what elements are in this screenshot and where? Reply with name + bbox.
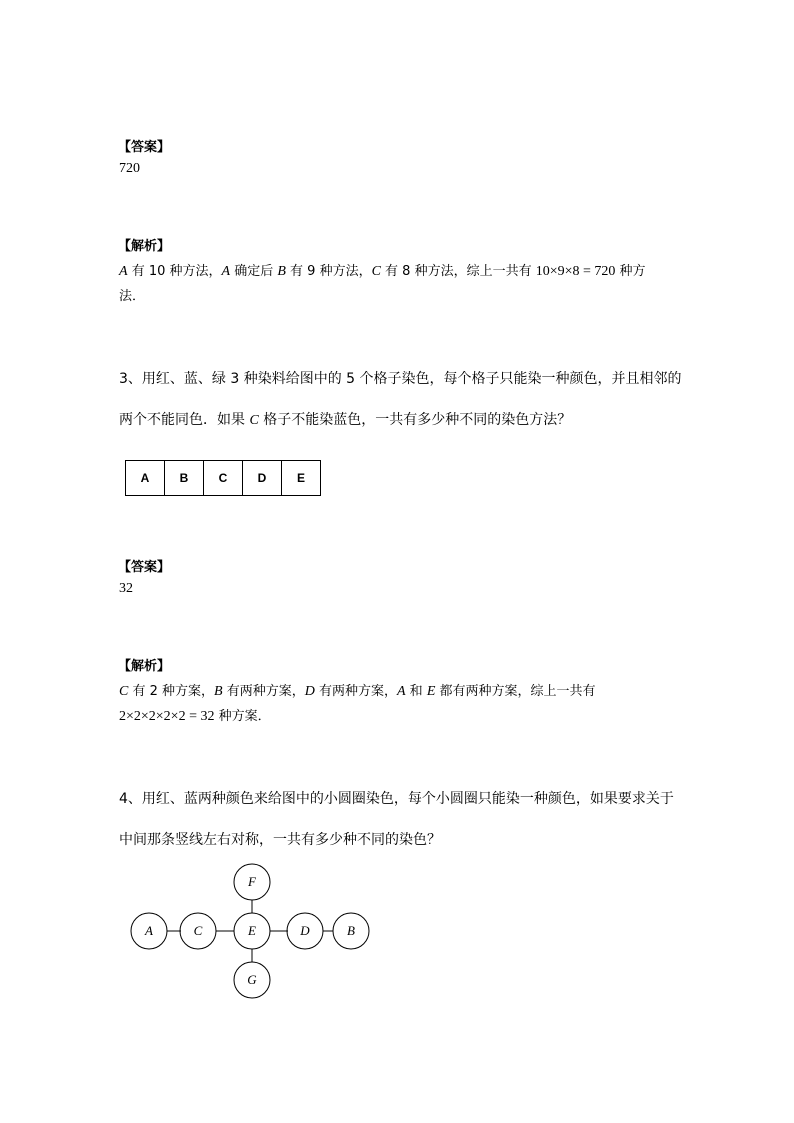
answer-label-1: 【答案】 xyxy=(118,140,171,155)
answer-value-1: 720 xyxy=(119,161,140,176)
var-c: C xyxy=(249,413,259,428)
expression-32: 2×2×2×2×2 = 32 xyxy=(119,709,215,724)
node-c-label: C xyxy=(193,923,203,938)
answer-label-3: 【答案】 xyxy=(118,560,171,575)
question-4-line1: 4、用红、蓝两种颜色来给图中的小圆圈染色，每个小圆圈只能染一种颜色，如果要求关于 xyxy=(119,791,674,807)
var-c: C xyxy=(371,264,381,279)
node-f-label: F xyxy=(248,874,256,889)
node-e-label: E xyxy=(248,923,256,938)
question-3-line1: 3、用红、蓝、绿 3 种染料给图中的 5 个格子染色，每个格子只能染一种颜色，并且相邻的 xyxy=(119,371,682,387)
cell-a: A xyxy=(126,461,165,496)
cell-e: E xyxy=(282,461,321,496)
analysis-text-3: C 有 2 种方案，B 有两种方案，D 有两种方案，A 和 E 都有两种方案，综上一共有 xyxy=(119,684,596,699)
var-c: C xyxy=(119,684,129,699)
analysis-label-1: 【解析】 xyxy=(118,239,171,254)
cell-b: B xyxy=(165,461,204,496)
analysis-text-1: A 有 10 种方法，A 确定后 B 有 9 种方法，C 有 8 种方法，综上一共有 10×9×8 = 720 种方 xyxy=(119,264,646,279)
node-d-label: D xyxy=(300,923,310,938)
var-b: B xyxy=(214,684,223,699)
var-b: B xyxy=(277,264,286,279)
expression-720: 10×9×8 = 720 xyxy=(535,264,616,279)
cell-c: C xyxy=(204,461,243,496)
node-g-label: G xyxy=(247,972,257,987)
answer-value-3: 32 xyxy=(119,581,133,596)
node-a-label: A xyxy=(145,923,153,938)
cell-d: D xyxy=(243,461,282,496)
var-a: A xyxy=(119,264,128,279)
question-4-line2: 中间那条竖线左右对称，一共有多少种不同的染色？ xyxy=(119,832,441,848)
analysis-label-3: 【解析】 xyxy=(118,659,171,674)
var-a: A xyxy=(396,684,406,699)
var-d: D xyxy=(304,684,315,699)
var-e: E xyxy=(426,684,436,699)
var-a: A xyxy=(221,264,231,279)
question-3-line2: 两个不能同色．如果 C 格子不能染蓝色，一共有多少种不同的染色方法？ xyxy=(119,412,572,428)
node-b-label: B xyxy=(347,923,355,938)
analysis-text-1-line2: 法． xyxy=(119,289,146,304)
analysis-text-3-line2: 2×2×2×2×2 = 32 种方案． xyxy=(119,709,271,724)
